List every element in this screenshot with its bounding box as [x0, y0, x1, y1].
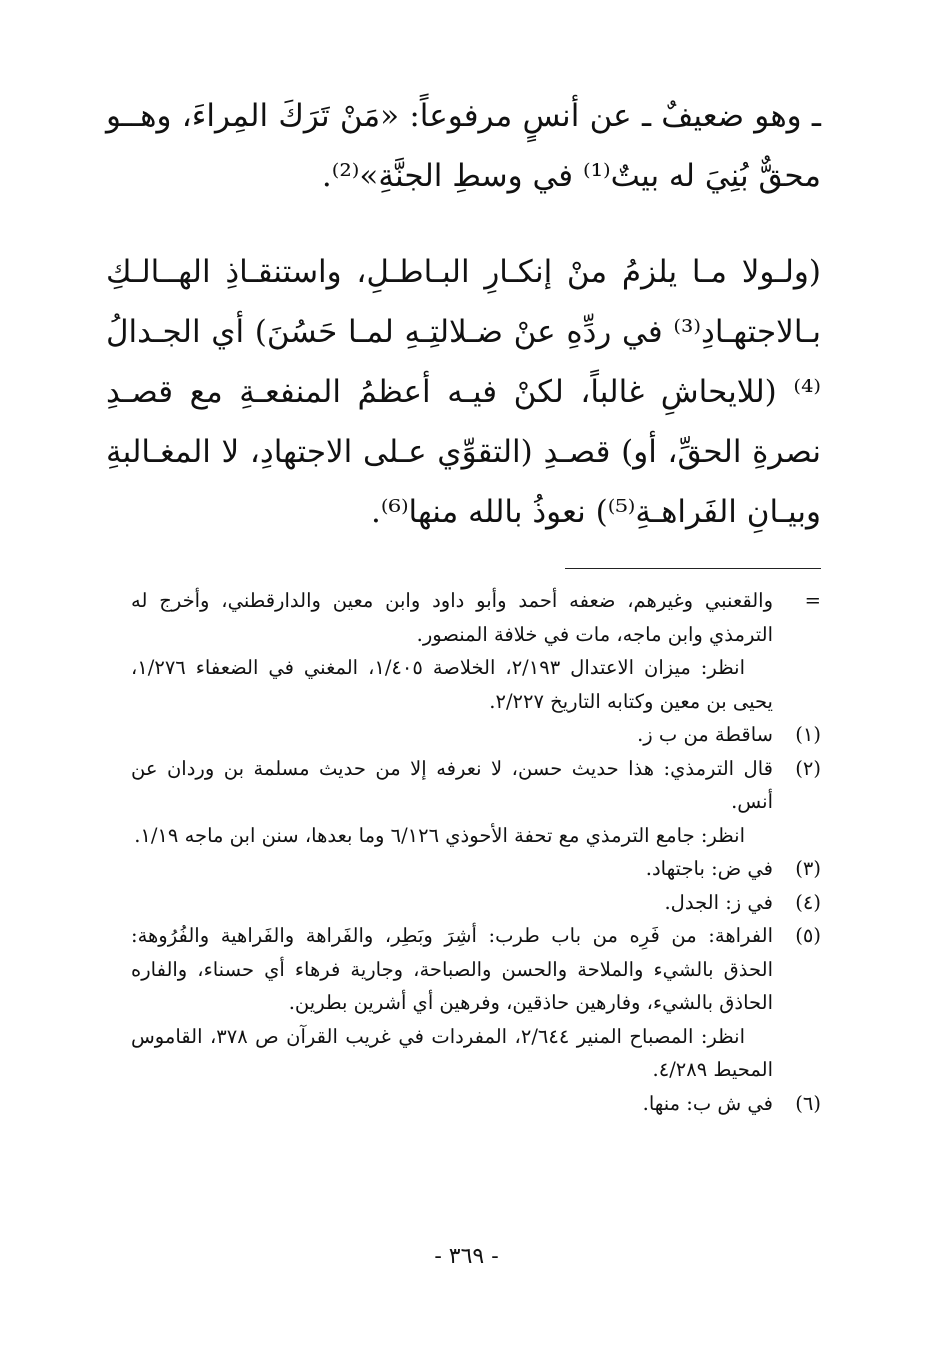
footnote-number: (٥): [795, 924, 821, 947]
footnote-text: ساقطة من ب ز.: [637, 723, 773, 746]
footnote-number: (٢): [795, 756, 821, 780]
main-paragraph-1: ـ وهو ضعيفٌ ـ عن أنسٍ مرفوعاً: «مَنْ تَرَكَ المِراءَ، وهــو محقٌّ بُنِيَ له بيتٌ⁽¹⁾ في وسطِ الجنَّةِ»⁽²⁾.: [106, 98, 821, 194]
footnote-text: والقعنبي وغيرهم، ضعفه أحمد وأبو داود وابن معين والدارقطني، وأخرج له الترمذي وابن ماجه، مات في خلافة المنصور.: [131, 589, 773, 646]
footnotes: [131, 584, 821, 1120]
footnote-marker: =: [804, 589, 821, 612]
footnote-divider: [565, 568, 821, 569]
footnote-number: (٦): [795, 1091, 821, 1115]
footnote-1: [131, 718, 821, 752]
footnote-5: [131, 919, 821, 1087]
footnote-number: (٤): [795, 890, 821, 914]
footnote-text: في ض: باجتهاد.: [645, 857, 773, 880]
footnote-6: [131, 1087, 821, 1121]
footnote-number: (٣): [795, 857, 821, 880]
footnote-3: [131, 852, 821, 886]
footnote-reference: انظر: جامع الترمذي مع تحفة الأحوذي ٦/١٢٦ وما بعدها، سنن ابن ماجه ١/١٩.: [134, 823, 745, 847]
main-paragraph-2: (ولـولا مـا يلزمُ منْ إنكـارِ البـاطـلِ، واستنقـاذِ الهــالـكِ بـالاجتهـادِ⁽³⁾ في ردِّهِ عنْ ضـلالتِـهِ لمـا حَسُنَ) أي الجـدالُ ⁽⁴⁾ (للايحاشِ غالباً، لكنْ فيـه أعظمُ المنفعـةِ مع قصـدِ نصرةِ الحقِّ، أو) قصـدِ (التقوِّي عـلى الاجتهادِ، لا المغـالبةِ وبيـانِ الفَراهـةِ⁽⁵⁾) نعوذُ بالله منها⁽⁶⁾.: [106, 254, 821, 530]
footnote-continued: [131, 584, 821, 718]
footnote-text: في ز: الجدل.: [664, 890, 773, 914]
main-text: [106, 86, 821, 542]
footnote-text: قال الترمذي: هذا حديث حسن، لا نعرفه إلا من حديث مسلمة بن وردان عن أنس.: [131, 756, 773, 813]
footnote-reference: انظر: ميزان الاعتدال ٢/١٩٣، الخلاصة ١/٤٠٥، المغني في الضعفاء ١/٢٧٦، يحيى بن معين وكتابه التاريخ ٢/٢٢٧.: [131, 656, 773, 713]
footnote-reference: انظر: المصباح المنير ٢/٦٤٤، المفردات في غريب القرآن ص ٣٧٨، القاموس المحيط ٤/٢٨٩.: [131, 1024, 773, 1081]
page-number: - ٣٦٩ -: [434, 1244, 499, 1269]
footnote-2: [131, 752, 821, 853]
footnote-text: في ش ب: منها.: [642, 1091, 773, 1115]
footnote-text: الفراهة: من فَرِه من باب طرب: أشِرَ وبَطِر، والفَراهة والفَراهية والفُرُوهة: الحذق بالشيء والملاحة والحسن والصباحة، وجارية فرهاء أي حسناء، والفاره الحاذق بالشيء، وفارهين حاذقين، وفرهين أي أشرين بطرين.: [131, 924, 773, 1014]
footnote-4: [131, 886, 821, 920]
footnote-number: (١): [795, 723, 821, 746]
